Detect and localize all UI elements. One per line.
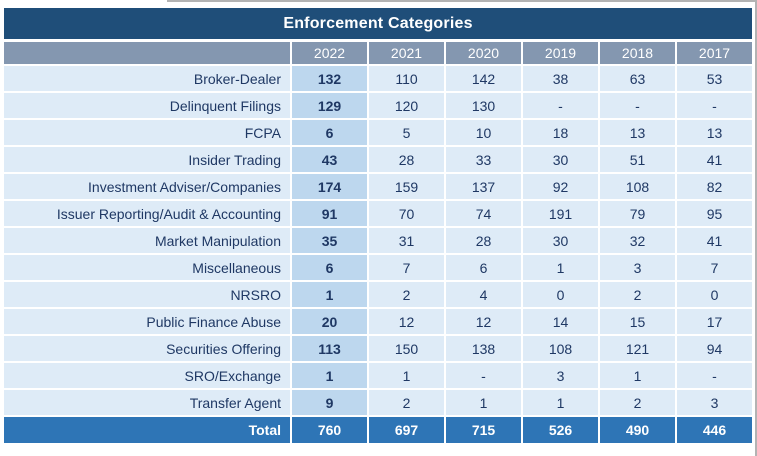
cell-2017: 82 [677,174,752,199]
cell-2020: 130 [446,93,521,118]
cell-2018: 1 [600,363,675,388]
total-2021: 697 [369,417,444,443]
column-header-2020: 2020 [446,42,521,64]
cell-2018: 79 [600,201,675,226]
row-category-label: Public Finance Abuse [4,309,290,334]
cell-2018: 3 [600,255,675,280]
total-2020: 715 [446,417,521,443]
total-2018: 490 [600,417,675,443]
cell-2021: 2 [369,282,444,307]
cell-2017: 3 [677,390,752,415]
cell-2017: - [677,93,752,118]
cell-2022: 6 [292,120,367,145]
cell-2021: 5 [369,120,444,145]
cell-2018: 63 [600,66,675,91]
row-category-label: Delinquent Filings [4,93,290,118]
cell-2022: 6 [292,255,367,280]
column-header-2021: 2021 [369,42,444,64]
enforcement-categories-table [4,8,752,443]
cell-2019: 30 [523,228,598,253]
page-edge-top-line [167,0,757,2]
cell-2020: 10 [446,120,521,145]
cell-2017: 41 [677,228,752,253]
cell-2020: 137 [446,174,521,199]
cell-2018: 2 [600,390,675,415]
cell-2021: 28 [369,147,444,172]
cell-2017: 41 [677,147,752,172]
cell-2021: 110 [369,66,444,91]
column-header-2022: 2022 [292,42,367,64]
cell-2017: - [677,363,752,388]
cell-2017: 17 [677,309,752,334]
cell-2020: 12 [446,309,521,334]
cell-2019: 3 [523,363,598,388]
cell-2022: 1 [292,363,367,388]
cell-2018: 15 [600,309,675,334]
total-2017: 446 [677,417,752,443]
cell-2020: 28 [446,228,521,253]
row-category-label: Insider Trading [4,147,290,172]
cell-2017: 7 [677,255,752,280]
cell-2019: 38 [523,66,598,91]
row-category-label: Miscellaneous [4,255,290,280]
row-category-label: NRSRO [4,282,290,307]
cell-2018: 121 [600,336,675,361]
row-category-label: Investment Adviser/Companies [4,174,290,199]
row-category-label: FCPA [4,120,290,145]
cell-2022: 129 [292,93,367,118]
cell-2021: 2 [369,390,444,415]
cell-2019: 191 [523,201,598,226]
total-row-label: Total [4,417,290,443]
cell-2018: 2 [600,282,675,307]
cell-2020: 142 [446,66,521,91]
row-category-label: Broker-Dealer [4,66,290,91]
cell-2017: 53 [677,66,752,91]
total-2022: 760 [292,417,367,443]
cell-2022: 132 [292,66,367,91]
cell-2021: 31 [369,228,444,253]
cell-2017: 94 [677,336,752,361]
cell-2021: 12 [369,309,444,334]
cell-2019: 1 [523,390,598,415]
cell-2022: 113 [292,336,367,361]
cell-2021: 120 [369,93,444,118]
column-header-corner [4,42,290,64]
cell-2021: 1 [369,363,444,388]
cell-2018: - [600,93,675,118]
cell-2018: 13 [600,120,675,145]
row-category-label: Transfer Agent [4,390,290,415]
cell-2020: 1 [446,390,521,415]
table-grid [4,42,752,443]
cell-2021: 150 [369,336,444,361]
cell-2021: 159 [369,174,444,199]
cell-2021: 70 [369,201,444,226]
cell-2022: 43 [292,147,367,172]
row-category-label: SRO/Exchange [4,363,290,388]
cell-2020: 33 [446,147,521,172]
cell-2018: 51 [600,147,675,172]
cell-2019: - [523,93,598,118]
cell-2022: 91 [292,201,367,226]
cell-2018: 32 [600,228,675,253]
cell-2019: 0 [523,282,598,307]
cell-2019: 1 [523,255,598,280]
total-2019: 526 [523,417,598,443]
cell-2022: 174 [292,174,367,199]
cell-2022: 9 [292,390,367,415]
cell-2020: 74 [446,201,521,226]
cell-2020: 6 [446,255,521,280]
cell-2017: 0 [677,282,752,307]
cell-2018: 108 [600,174,675,199]
cell-2017: 95 [677,201,752,226]
cell-2022: 35 [292,228,367,253]
row-category-label: Securities Offering [4,336,290,361]
cell-2017: 13 [677,120,752,145]
cell-2019: 30 [523,147,598,172]
cell-2019: 108 [523,336,598,361]
cell-2022: 20 [292,309,367,334]
cell-2020: 138 [446,336,521,361]
column-header-2018: 2018 [600,42,675,64]
row-category-label: Market Manipulation [4,228,290,253]
table-title: Enforcement Categories [4,8,752,39]
column-header-2017: 2017 [677,42,752,64]
cell-2020: - [446,363,521,388]
row-category-label: Issuer Reporting/Audit & Accounting [4,201,290,226]
cell-2020: 4 [446,282,521,307]
cell-2019: 18 [523,120,598,145]
column-header-2019: 2019 [523,42,598,64]
cell-2021: 7 [369,255,444,280]
cell-2022: 1 [292,282,367,307]
cell-2019: 14 [523,309,598,334]
cell-2019: 92 [523,174,598,199]
